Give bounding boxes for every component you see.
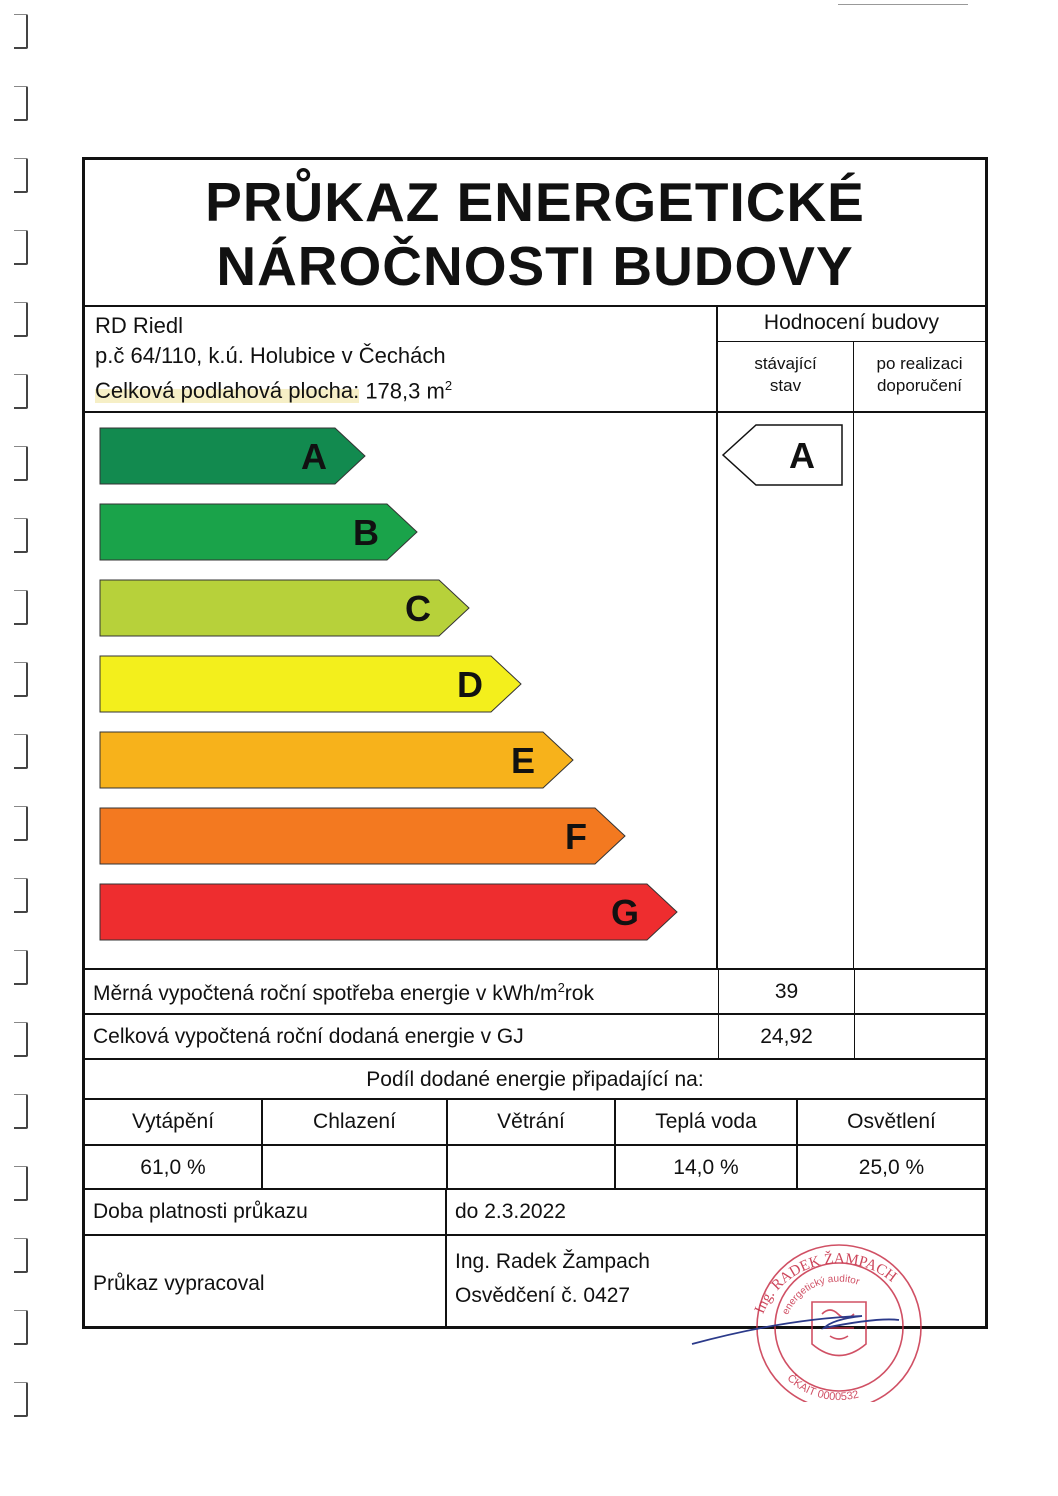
- binder-hole: [14, 230, 28, 265]
- stamp-bottom-text: ČKAIT 0000532: [784, 1372, 860, 1402]
- author-name: Ing. Radek Žampach: [455, 1250, 650, 1273]
- binder-hole: [14, 518, 28, 553]
- share-value-hot-water: 14,0 %: [616, 1144, 798, 1188]
- total-energy-after: [854, 1015, 986, 1058]
- binder-hole: [14, 734, 28, 769]
- share-value-ventilation: [448, 1144, 616, 1188]
- share-header-lighting: Osvětlení: [847, 1110, 936, 1133]
- binder-hole: [14, 806, 28, 841]
- energy-class-bar-f: [100, 808, 625, 864]
- share-header-hot-water: Teplá voda: [616, 1100, 798, 1144]
- binder-hole: [14, 446, 28, 481]
- validity-value: do 2.3.2022: [455, 1200, 566, 1223]
- binder-hole: [14, 1094, 28, 1129]
- energy-class-label-e: E: [510, 740, 535, 781]
- column-current-state: [718, 341, 854, 413]
- binder-hole: [14, 1022, 28, 1057]
- floor-area-label: Celková podlahová plocha:: [95, 378, 360, 404]
- current-class-label: A: [789, 435, 815, 476]
- binder-hole: [14, 662, 28, 697]
- share-header-cooling: Chlazení: [263, 1100, 448, 1144]
- share-value-lighting: 25,0 %: [798, 1144, 985, 1188]
- binder-hole: [14, 86, 28, 121]
- building-name: RD Riedl: [95, 313, 184, 338]
- total-energy-row: [85, 1013, 985, 1058]
- building-parcel: p.č 64/110, k.ú. Holubice v Čechách: [95, 343, 446, 368]
- binder-hole: [14, 1310, 28, 1345]
- energy-class-scale: [85, 413, 718, 968]
- specific-consumption-value: 39: [718, 970, 854, 1013]
- validity-label: Doba platnosti průkazu: [93, 1200, 308, 1223]
- binder-hole: [14, 14, 28, 49]
- energy-class-label-f: F: [565, 816, 587, 857]
- energy-class-label-b: B: [353, 512, 379, 553]
- binder-hole: [14, 1238, 28, 1273]
- current-rating-column: [718, 413, 854, 968]
- scan-line: [838, 4, 968, 5]
- binder-hole: [14, 950, 28, 985]
- energy-class-label-d: D: [457, 664, 483, 705]
- rating-header: Hodnocení budovy: [718, 305, 985, 342]
- binder-holes: [14, 10, 34, 1490]
- certificate-title: [85, 160, 985, 307]
- share-value-cooling: [263, 1144, 448, 1188]
- specific-consumption-label: Měrná vypočtená roční spotřeba energie v kWh/$m^2rok$: [93, 980, 594, 1005]
- share-value-heating: 61,0 %: [85, 1144, 263, 1188]
- energy-class-bar-g: [100, 884, 677, 940]
- title-line-1: PRŮKAZ ENERGETICKÉ: [205, 171, 865, 233]
- total-energy-label: Celková vypočtená roční dodaná energie v GJ: [93, 1025, 524, 1048]
- stamp-inner-text: energetický auditor: [780, 1273, 861, 1317]
- energy-certificate: [82, 157, 988, 1329]
- binder-hole: [14, 590, 28, 625]
- after-rating-column: [854, 413, 985, 968]
- share-header-heating: Vytápění: [85, 1100, 263, 1144]
- binder-hole: [14, 302, 28, 337]
- energy-class-bar-e: [100, 732, 573, 788]
- column-current-line-1: stávající: [754, 354, 817, 373]
- author-certificate: Osvědčení č. 0427: [455, 1284, 631, 1307]
- floor-area-value: 178,3 m: [365, 378, 445, 404]
- energy-share-title: Podíl dodané energie připadající na:: [85, 1058, 985, 1098]
- stamp-top-text: Ing. RADEK ŽAMPACH: [751, 1250, 900, 1316]
- binder-hole: [14, 878, 28, 913]
- energy-class-label-c: C: [405, 588, 431, 629]
- signature: [692, 1316, 899, 1344]
- column-after-line-1: po realizaci: [876, 354, 963, 373]
- column-current-line-2: stav: [769, 376, 802, 395]
- validity-divider: [445, 1190, 447, 1234]
- current-class-arrow: [718, 413, 853, 968]
- official-stamp: [684, 1232, 934, 1402]
- floor-area-unit-sup: 2: [444, 378, 453, 393]
- total-energy-value: 24,92: [718, 1015, 854, 1058]
- class-bars: [85, 413, 716, 968]
- specific-consumption-after: [854, 970, 986, 1013]
- specific-consumption-row: [85, 968, 985, 1013]
- building-info: [85, 305, 718, 413]
- column-after-recommendation: [854, 341, 985, 413]
- energy-share-table: [85, 1098, 985, 1188]
- validity-row: [85, 1188, 985, 1234]
- title-line-2: NÁROČNOSTI BUDOVY: [216, 235, 854, 297]
- floor-area: [95, 378, 452, 404]
- energy-class-label-g: G: [610, 892, 639, 933]
- column-after-line-2: doporučení: [876, 376, 963, 395]
- binder-hole: [14, 374, 28, 409]
- binder-hole: [14, 1166, 28, 1201]
- author-divider: [445, 1236, 447, 1326]
- binder-hole: [14, 1382, 28, 1417]
- binder-hole: [14, 158, 28, 193]
- share-header-ventilation: Větrání: [448, 1100, 616, 1144]
- author-label: Průkaz vypracoval: [93, 1272, 265, 1295]
- energy-class-label-a: A: [301, 436, 327, 477]
